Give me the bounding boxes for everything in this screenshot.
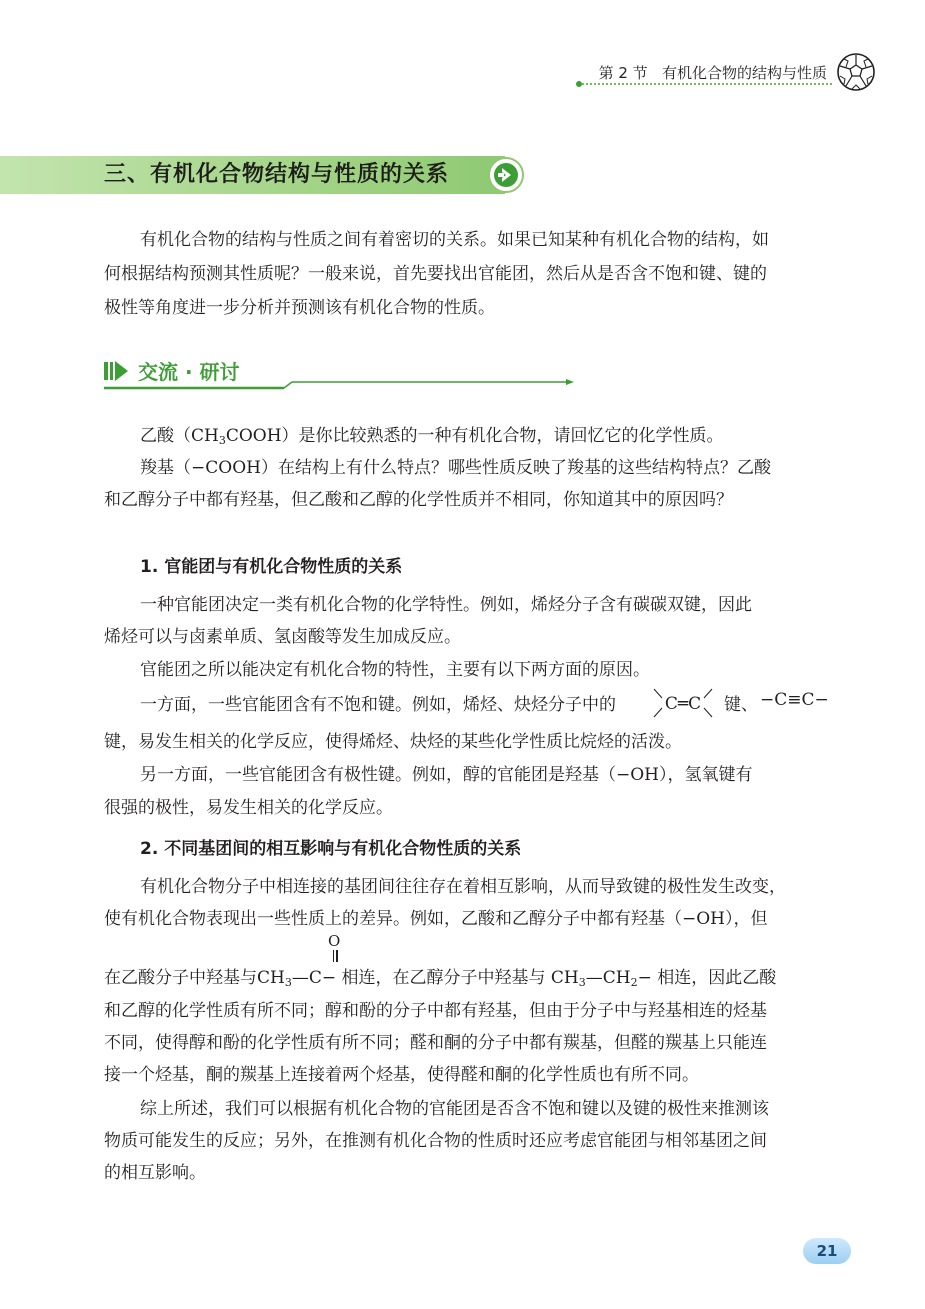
discussion-line-2: 羧基（−COOH）在结构上有什么特点？哪些性质反映了羧基的这些结构特点？乙酸 <box>140 458 771 478</box>
part2-line-4: 和乙醇的化学性质有所不同；醇和酚的分子中都有羟基，但由于分子中与羟基相连的烃基 <box>104 1001 767 1021</box>
part2-line-3: 在乙酸分子中羟基与$CH_3—C-$ 相连，在乙醇分子中羟基与 $CH_3—CH_2-$ 相连，因此乙酸 <box>104 968 777 989</box>
part1-p3-line-1b: 键、 <box>724 695 758 715</box>
double-bond-formula <box>652 685 722 721</box>
summary-line-1: 综上所述，我们可以根据有机化合物的官能团是否含不饱和键以及键的极性来推测该 <box>140 1099 769 1119</box>
part1-p4-line-2: 很强的极性，易发生相关的化学反应。 <box>104 798 393 818</box>
discussion-line-3: 和乙醇分子中都有羟基，但乙酸和乙醇的化学性质并不相同，你知道其中的原因吗？ <box>104 490 733 510</box>
part1-p3-line-2: 键，易发生相关的化学反应，使得烯烃、炔烃的某些化学性质比烷烃的活泼。 <box>104 732 682 752</box>
discussion-title: 交流 · 研讨 <box>138 360 240 384</box>
carbonyl-double-bond <box>333 950 335 962</box>
header-rule <box>582 83 832 85</box>
running-header <box>599 62 827 83</box>
intro-line-3: 极性等角度进一步分析并预测该有机化合物的性质。 <box>104 298 495 318</box>
discussion-line-1: 乙酸$(CH_3COOH)$是你比较熟悉的一种有机化合物，请回忆它的化学性质。 <box>140 426 724 447</box>
intro-line-1: 有机化合物的结构与性质之间有着密切的关系。如果已知某种有机化合物的结构，如 <box>140 230 769 250</box>
part1-heading: 1. 官能团与有机化合物性质的关系 <box>140 557 403 577</box>
section-title: 三、有机化合物结构与性质的关系 <box>104 162 450 187</box>
fullerene-ball-icon <box>836 52 876 92</box>
arrow-right-circle-icon <box>487 156 525 194</box>
discussion-rule <box>104 378 574 390</box>
intro-line-2: 何根据结构预测其性质呢？一般来说，首先要找出官能团，然后从是否含不饱和键、键的 <box>104 264 767 284</box>
part2-line-6: 接一个烃基，酮的羰基上连接着两个烃基，使得醛和酮的化学性质也有所不同。 <box>104 1065 699 1085</box>
part1-p1-line-2: 烯烃可以与卤素单质、氢卤酸等发生加成反应。 <box>104 627 461 647</box>
part1-p4-line-1: 另一方面，一些官能团含有极性键。例如，醇的官能团是羟基（−OH），氢氧键有 <box>140 765 753 785</box>
part1-p1-line-1: 一种官能团决定一类有机化合物的化学特性。例如，烯烃分子含有碳碳双键，因此 <box>140 595 752 615</box>
part2-line-2: 使有机化合物表现出一些性质上的差异。例如，乙酸和乙醇分子中都有羟基（−OH），但 <box>104 909 768 929</box>
carbonyl-oxygen: O <box>328 932 341 950</box>
triple-bond-formula: −C≡C− <box>760 690 829 710</box>
part2-line-1: 有机化合物分子中相连接的基团间往往存在着相互影响，从而导致键的极性发生改变， <box>140 877 786 897</box>
summary-line-2: 物质可能发生的反应；另外，在推测有机化合物的性质时还应考虑官能团与相邻基团之间 <box>104 1131 767 1151</box>
header-section-label: 第 2 节 <box>598 64 648 82</box>
summary-line-3: 的相互影响。 <box>104 1163 206 1183</box>
double-bond-text: C═C <box>664 694 702 714</box>
part1-p2: 官能团之所以能决定有机化合物的特性，主要有以下两方面的原因。 <box>140 660 650 680</box>
part2-heading: 2. 不同基团间的相互影响与有机化合物性质的关系 <box>140 839 522 859</box>
part2-line-5: 不同，使得醇和酚的化学性质有所不同；醛和酮的分子中都有羰基，但醛的羰基上只能连 <box>104 1033 767 1053</box>
header-section-title: 有机化合物的结构与性质 <box>661 64 827 82</box>
page-number: 21 <box>816 1242 838 1260</box>
part1-p3-line-1a: 一方面，一些官能团含有不饱和键。例如，烯烃、炔烃分子中的 <box>140 695 616 715</box>
